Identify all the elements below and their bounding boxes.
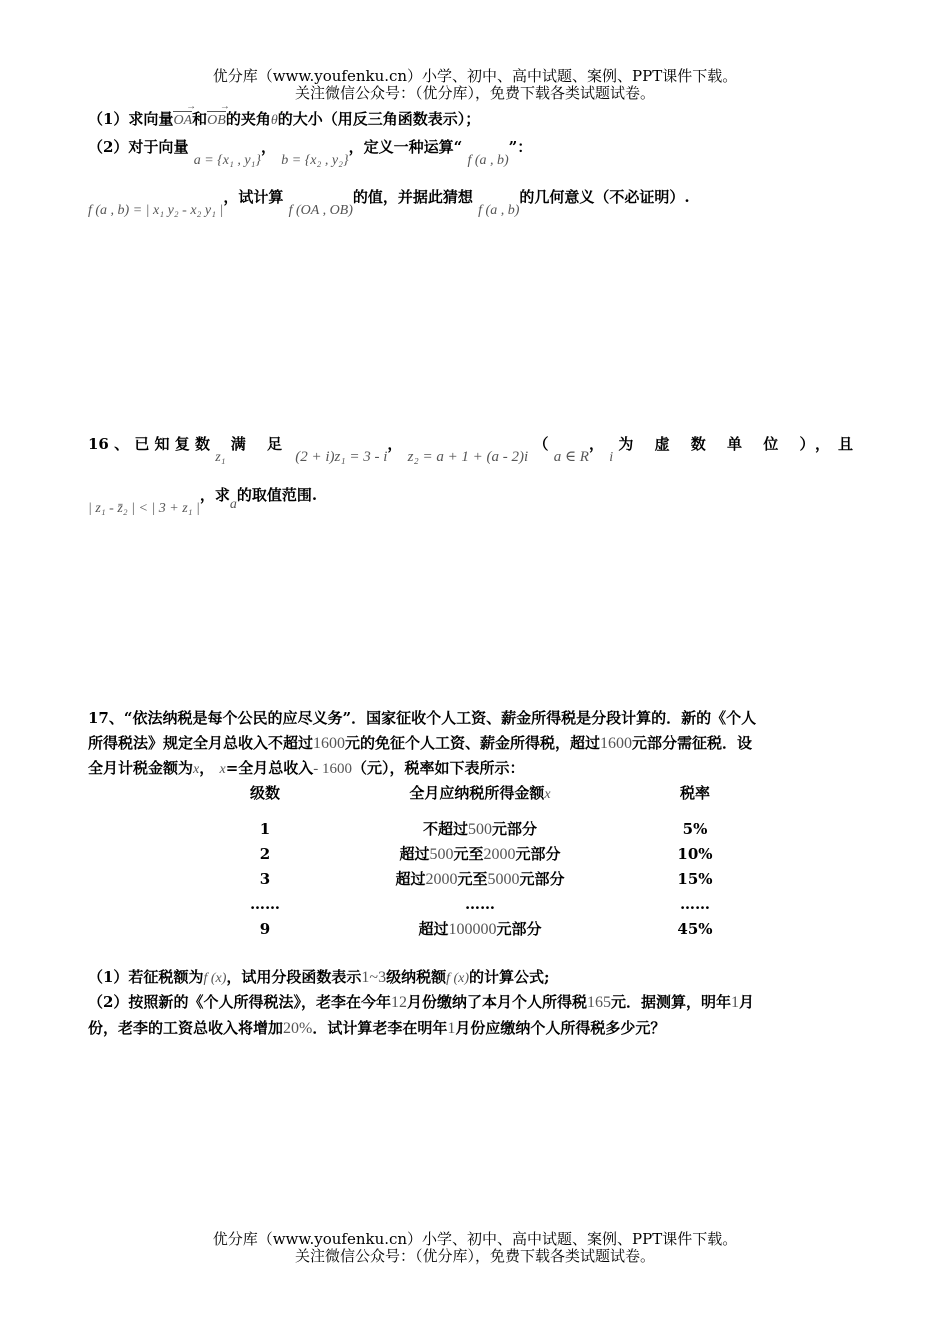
q15-p2-comma: ， — [261, 138, 277, 156]
q16-line2 — [88, 484, 854, 516]
q16-text-b: 满 足 — [230, 435, 291, 453]
level-range: 1~3 — [361, 969, 387, 986]
q16-paren-open: （ — [533, 435, 549, 453]
month-1-b: 1 — [447, 1020, 456, 1037]
row-level: …… — [250, 894, 280, 913]
equation-z2: z₂ = a + 1 + (a - 2)i — [407, 449, 529, 465]
q16-text-a: 16 、 已 知 复 数 — [88, 435, 210, 453]
row-level: 3 — [259, 869, 271, 888]
q15-p3-text-c: 的几何意义（不必证明）. — [519, 188, 690, 206]
q15-p3-text-b: 的值，并据此猜想 — [352, 188, 473, 206]
q15-p2-text-a: （2）对于向量 — [88, 138, 189, 156]
footer-line-2: 关注微信公众号：（优分库），免费下载各类试题试卷。 — [294, 1247, 655, 1265]
table-row — [200, 816, 760, 841]
q15-p1-and: 和 — [192, 110, 208, 128]
theta-symbol: θ — [270, 113, 278, 128]
row-amount-n1: 500 — [468, 821, 492, 838]
row-rate: 5% — [682, 819, 708, 838]
inequality-condition: | z₁ - z̄₂ | < | 3 + z₁ | — [88, 501, 200, 516]
row-rate: 15% — [677, 869, 713, 888]
month-12: 12 — [390, 994, 407, 1011]
q16-text-h: 的取值范围. — [236, 486, 318, 504]
table-row — [200, 891, 760, 916]
q17-l2-text-c: 元部分需征税．设 — [632, 734, 753, 752]
row-level: 1 — [259, 819, 271, 838]
row-amount — [330, 916, 630, 941]
vector-ob: OB → — [207, 111, 226, 129]
q17-p3-text-a: 份，老李的工资总收入将增加 — [88, 1019, 284, 1037]
q17-p2-text-a: （2）按照新的《个人所得税法》，老李在今年 — [88, 993, 391, 1011]
q17-part2-cont — [88, 1017, 854, 1038]
vector-a-def: a = {x₁ , y₁} — [193, 153, 261, 168]
q16-comma-2: ， — [588, 435, 604, 453]
row-amount — [330, 841, 630, 866]
q17-p2-text-b: 月份缴纳了本月个人所得税 — [406, 993, 587, 1011]
header-level: 级数 — [249, 784, 280, 802]
q16-text-g: ，求 — [199, 486, 230, 504]
row-amount — [330, 891, 630, 916]
header-amount-label: 全月应纳税所得金额 — [409, 784, 545, 802]
q17-p1-text-d: 的计算公式; — [469, 968, 550, 986]
q17-p2-text-c: 元．据测算，明年 — [610, 993, 731, 1011]
q17-p3-text-c: 月份应缴纳个人所得税多少元？ — [455, 1019, 666, 1037]
row-amount-pre: 超过 — [399, 845, 430, 863]
tax-165: 165 — [586, 994, 611, 1011]
q17-l2-number-1600-a: 1600 — [313, 735, 346, 752]
row-rate: 45% — [677, 919, 713, 938]
table-row — [200, 866, 760, 891]
q17-line2 — [88, 732, 854, 753]
row-amount-post: 元部分 — [515, 845, 561, 863]
row-rate: 10% — [677, 844, 713, 863]
variable-x-1: x — [193, 762, 200, 777]
q17-l3-text-c: =全月总收入 — [225, 759, 314, 777]
row-amount-pre: 不超过 — [422, 820, 468, 838]
q16-line1 — [88, 433, 861, 465]
q17-p1-text-a: （1）若征税额为 — [88, 968, 204, 986]
imaginary-unit: i — [609, 450, 614, 465]
condition-a-real: a ∈ R — [553, 449, 589, 465]
increase-20-percent: 20% — [283, 1020, 313, 1037]
row-amount — [330, 866, 630, 891]
row-amount-pre: 超过 — [395, 870, 426, 888]
equation-z1: (2 + i)z₁ = 3 - i — [295, 449, 388, 465]
row-amount-n1: 100000 — [448, 921, 497, 938]
row-amount-n1: 500 — [429, 846, 454, 863]
q17-l2-text-a: 所得税法》规定全月总收入不超过 — [88, 734, 314, 752]
q15-part3 — [88, 186, 854, 218]
row-amount-mid: 元部分 — [496, 920, 542, 938]
row-amount-mid: 元部分 — [492, 820, 538, 838]
q17-part2 — [88, 991, 854, 1012]
row-level: 2 — [259, 844, 271, 863]
row-level: 9 — [259, 919, 271, 938]
q15-p2-text-c: ”： — [508, 138, 533, 156]
function-fx-1: f (x) — [203, 971, 227, 986]
q17-line3 — [88, 757, 854, 778]
header-line-2: 关注微信公众号：（优分库），免费下载各类试题试卷。 — [294, 84, 655, 102]
row-amount — [330, 816, 630, 841]
q17-part1 — [88, 966, 854, 987]
q15-p1-text-b: 的夹角 — [225, 110, 271, 128]
variable-a: a — [229, 497, 237, 512]
operation-f-ab-2: f (a , b) — [478, 203, 520, 218]
q17-l3-text-a: 全月计税金额为 — [88, 759, 194, 777]
operation-f-ab: f (a , b) — [467, 153, 509, 168]
header-rate: 税率 — [679, 784, 710, 802]
q17-p1-text-b: ，试用分段函数表示 — [226, 968, 362, 986]
footer-line-1: 优分库（www.youfenku.cn）小学、初中、高中试题、案例、PPT课件下载。 — [212, 1230, 738, 1248]
header-amount-var: x — [544, 787, 551, 802]
q15-part2 — [88, 136, 854, 168]
q15-p3-text-a: ，试计算 — [223, 188, 284, 206]
q17-l2-number-1600-b: 1600 — [600, 735, 633, 752]
row-amount-pre: 超过 — [418, 920, 449, 938]
q16-comma-1: ， — [387, 435, 403, 453]
operation-f-oa-ob: f (OA , OB) — [288, 203, 353, 218]
table-row — [200, 841, 760, 866]
q17-l3-text-e: （元），税率如下表所示： — [352, 759, 525, 777]
q17-p2-text-d: 月 — [738, 993, 754, 1011]
q16-text-f: 为 虚 数 单 位 ），且 — [618, 435, 861, 453]
header-amount — [330, 782, 630, 816]
row-amount-n1: 2000 — [425, 871, 458, 888]
q17-p1-text-c: 级纳税额 — [386, 968, 447, 986]
row-rate: …… — [680, 894, 710, 913]
row-amount-n2: 2000 — [483, 846, 516, 863]
row-amount-post: 元部分 — [519, 870, 565, 888]
q17-line1: 17、“依法纳税是每个公民的应尽义务”．国家征收个人工资、薪金所得税是分段计算的．新的《个人 — [88, 709, 757, 727]
function-fx-2: f (x) — [446, 971, 470, 986]
q17-l2-text-b: 元的免征个人工资、薪金所得税，超过 — [345, 734, 601, 752]
header-line-1: 优分库（www.youfenku.cn）小学、初中、高中试题、案例、PPT课件下载。 — [212, 67, 738, 85]
q17-l3-minus-1600: - 1600 — [313, 761, 353, 777]
q15-part1 — [88, 108, 854, 129]
row-amount-pre: …… — [465, 894, 495, 913]
operation-definition: f (a , b) = | x₁ y₂ - x₂ y₁ | — [88, 203, 224, 218]
variable-x-2: x — [219, 762, 226, 777]
row-amount-mid: 元至 — [453, 845, 484, 863]
z1-symbol: z₁ — [215, 450, 226, 465]
q15-p1-text-a: （1）求向量 — [88, 110, 174, 128]
row-amount-n2: 5000 — [487, 871, 520, 888]
vector-b-def: b = {x₂ , y₂} — [281, 153, 349, 168]
q17-l3-comma: ， — [199, 759, 215, 777]
q15-p1-text-c: 的大小（用反三角函数表示）； — [277, 110, 481, 128]
month-1-a: 1 — [730, 994, 739, 1011]
q17-p3-text-b: ．试计算老李在明年 — [312, 1019, 448, 1037]
vector-oa: OA → — [173, 111, 192, 129]
tax-rate-table — [200, 782, 760, 941]
table-row — [200, 916, 760, 941]
table-header-row — [200, 782, 760, 816]
q15-p2-text-b: ，定义一种运算“ — [348, 138, 463, 156]
row-amount-mid: 元至 — [457, 870, 488, 888]
